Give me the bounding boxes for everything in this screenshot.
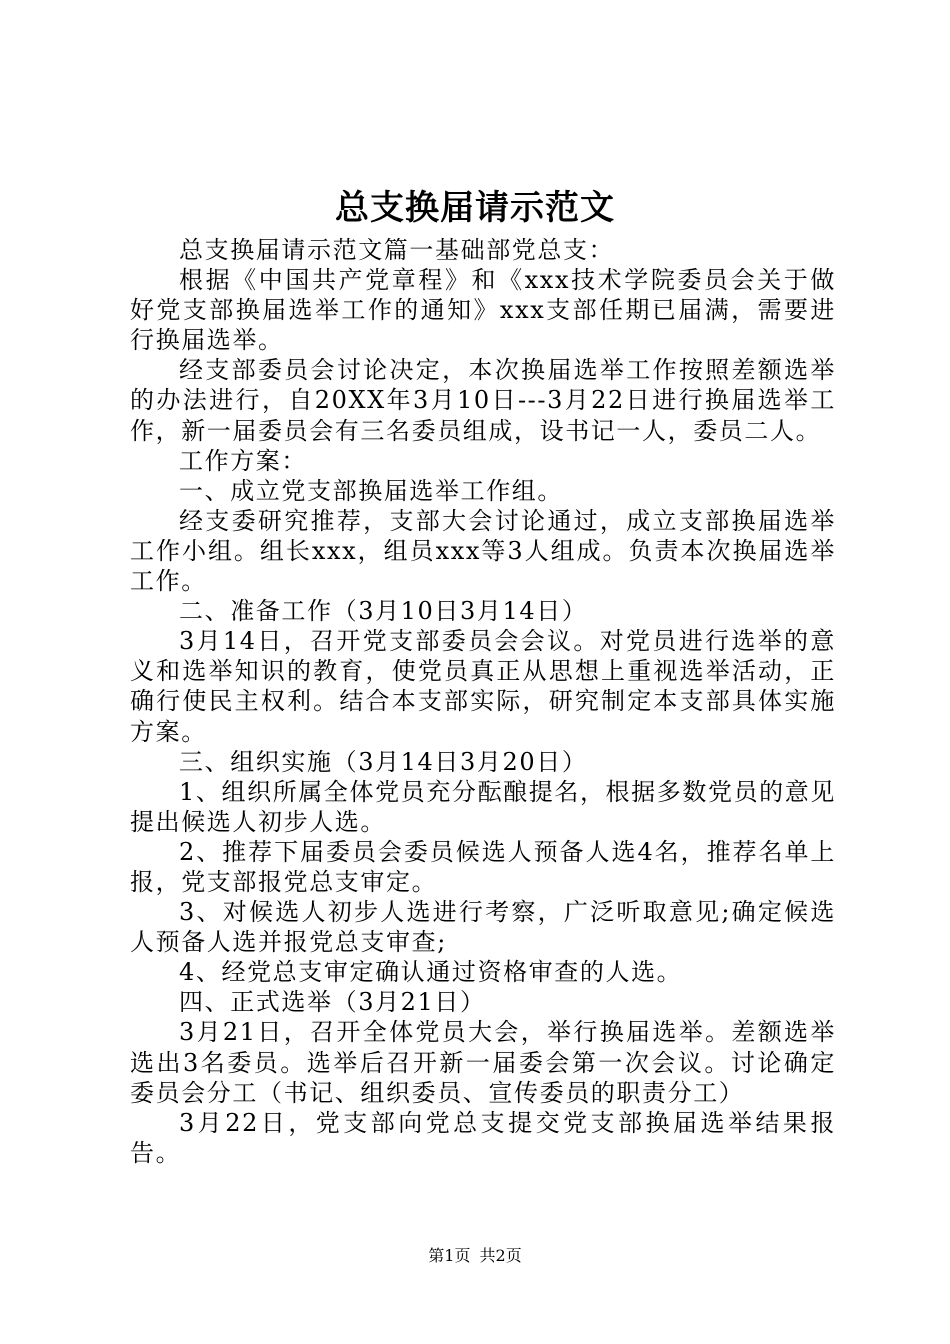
paragraph-salutation: 总支换届请示范文篇一基础部党总支： xyxy=(179,236,615,264)
section-heading: 四、正式选举（3月21日） xyxy=(179,988,486,1017)
paragraph: 根据《中国共产党章程》和《xxx技术学院委员会关于做好党支部换届选举工作的通知》xxx支部任期已届满，需要进行换届选举。 xyxy=(130,266,836,355)
page-total: 共2页 xyxy=(479,1246,522,1265)
section-heading: 三、组织实施（3月14日3月20日） xyxy=(179,747,588,776)
paragraph: 经支部委员会讨论决定，本次换届选举工作按照差额选举的办法进行，自20XX年3月10日---3月22日进行换届选举工作，新一届委员会有三名委员组成，设书记一人，委员二人。 xyxy=(130,356,836,445)
paragraph: 3月22日，党支部向党总支提交党支部换届选举结果报告。 xyxy=(130,1108,836,1167)
page-number: 第1页 xyxy=(428,1246,471,1265)
list-item: 1、组织所属全体党员充分酝酿提名，根据多数党员的意见提出候选人初步人选。 xyxy=(130,777,836,836)
document-title: 总支换届请示范文 xyxy=(335,188,615,228)
section-heading: 一、成立党支部换届选举工作组。 xyxy=(179,476,563,505)
paragraph: 经支委研究推荐，支部大会讨论通过，成立支部换届选举工作小组。组长xxx，组员xxx等3人组成。负责本次换届选举工作。 xyxy=(130,506,836,596)
section-heading: 工作方案： xyxy=(179,446,307,475)
document-body xyxy=(130,235,836,1168)
paragraph: 3月14日，召开党支部委员会会议。对党员进行选举的意义和选举知识的教育，使党员真正从思想上重视选举活动，正确行使民主权利。结合本支部实际，研究制定本支部具体实施方案。 xyxy=(130,627,836,746)
page-footer xyxy=(0,1245,950,1267)
list-item: 3、对候选人初步人选进行考察，广泛听取意见;确定候选人预备人选并报党总支审查; xyxy=(130,898,836,957)
paragraph: 3月21日，召开全体党员大会，举行换届选举。差额选举选出3名委员。选举后召开新一届委会第一次会议。讨论确定委员会分工（书记、组织委员、宣传委员的职责分工） xyxy=(130,1018,836,1107)
list-item: 2、推荐下届委员会委员候选人预备人选4名，推荐名单上报，党支部报党总支审定。 xyxy=(130,837,836,896)
list-item: 4、经党总支审定确认通过资格审查的人选。 xyxy=(179,958,683,987)
section-heading: 二、准备工作（3月10日3月14日） xyxy=(179,597,588,626)
